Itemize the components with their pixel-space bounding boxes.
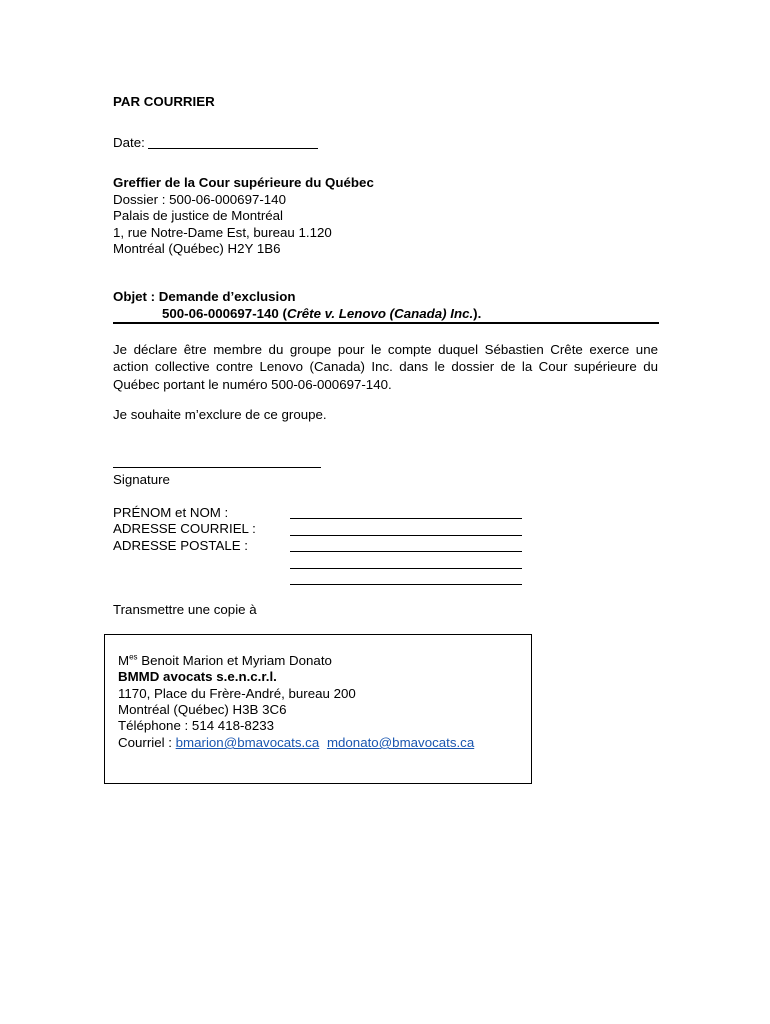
firm-address-line: 1170, Place du Frère-André, bureau 200 xyxy=(118,686,356,701)
firm-phone: Téléphone : 514 418-8233 xyxy=(118,718,274,733)
counsel-contact-box xyxy=(104,634,532,784)
subject-label: Objet : Demande d’exclusion xyxy=(113,289,296,304)
subject-case-open: ( xyxy=(282,306,287,321)
counsel-names-text: Benoit Marion et Myriam Donato xyxy=(141,653,332,668)
exclusion-statement: Je souhaite m’exclure de ce groupe. xyxy=(113,407,327,422)
signature-blank-line[interactable] xyxy=(113,467,321,468)
email-blank-line[interactable] xyxy=(290,535,522,536)
recipient-line: 1, rue Notre-Dame Est, bureau 1.120 xyxy=(113,225,332,240)
paragraph-line: Québec portant le numéro 500-06-000697-140. xyxy=(113,376,392,392)
email-label: Courriel : xyxy=(118,735,172,750)
firm-address-line: Montréal (Québec) H3B 3C6 xyxy=(118,702,287,717)
email-address-label: ADRESSE COURRIEL : xyxy=(113,521,256,536)
postal-address-blank-line[interactable] xyxy=(290,584,522,585)
counsel-prefix: M xyxy=(118,653,130,668)
paragraph-line: action collective contre Lenovo (Canada) Inc. dans le dossier de la Cour supérieure du xyxy=(113,359,658,375)
signature-label: Signature xyxy=(113,472,170,487)
email-link-donato[interactable]: mdonato@bmavocats.ca xyxy=(326,735,475,750)
date-blank-line[interactable] xyxy=(148,148,318,149)
copy-to-label: Transmettre une copie à xyxy=(113,602,257,617)
name-blank-line[interactable] xyxy=(290,518,522,519)
law-firm-name: BMMD avocats s.e.n.c.r.l. xyxy=(118,669,277,684)
declaration-paragraph xyxy=(113,341,658,393)
firm-email-line xyxy=(118,734,474,751)
mail-method-heading: PAR COURRIER xyxy=(113,94,215,109)
postal-address-blank-line[interactable] xyxy=(290,568,522,569)
subject-file-number: 500-06-000697-140 xyxy=(162,306,279,321)
recipient-title: Greffier de la Cour supérieure du Québec xyxy=(113,175,374,190)
subject-case-name: Crête v. Lenovo (Canada) Inc. xyxy=(286,306,474,321)
recipient-line: Palais de justice de Montréal xyxy=(113,208,283,223)
postal-address-blank-line[interactable] xyxy=(290,551,522,552)
counsel-names xyxy=(118,652,332,669)
recipient-line: Montréal (Québec) H2Y 1B6 xyxy=(113,241,281,256)
subject-case-line xyxy=(162,305,481,322)
subject-divider xyxy=(113,322,659,324)
date-label: Date: xyxy=(113,135,145,150)
first-last-name-label: PRÉNOM et NOM : xyxy=(113,505,229,520)
paragraph-line: Je déclare être membre du groupe pour le compte duquel Sébastien Crête exerce une xyxy=(113,342,658,357)
subject-case-close: ). xyxy=(473,306,482,321)
recipient-line: Dossier : 500-06-000697-140 xyxy=(113,192,286,207)
counsel-prefix-sup: es xyxy=(129,652,138,662)
email-link-marion[interactable]: bmarion@bmavocats.ca xyxy=(175,735,320,750)
postal-address-label: ADRESSE POSTALE : xyxy=(113,538,248,553)
